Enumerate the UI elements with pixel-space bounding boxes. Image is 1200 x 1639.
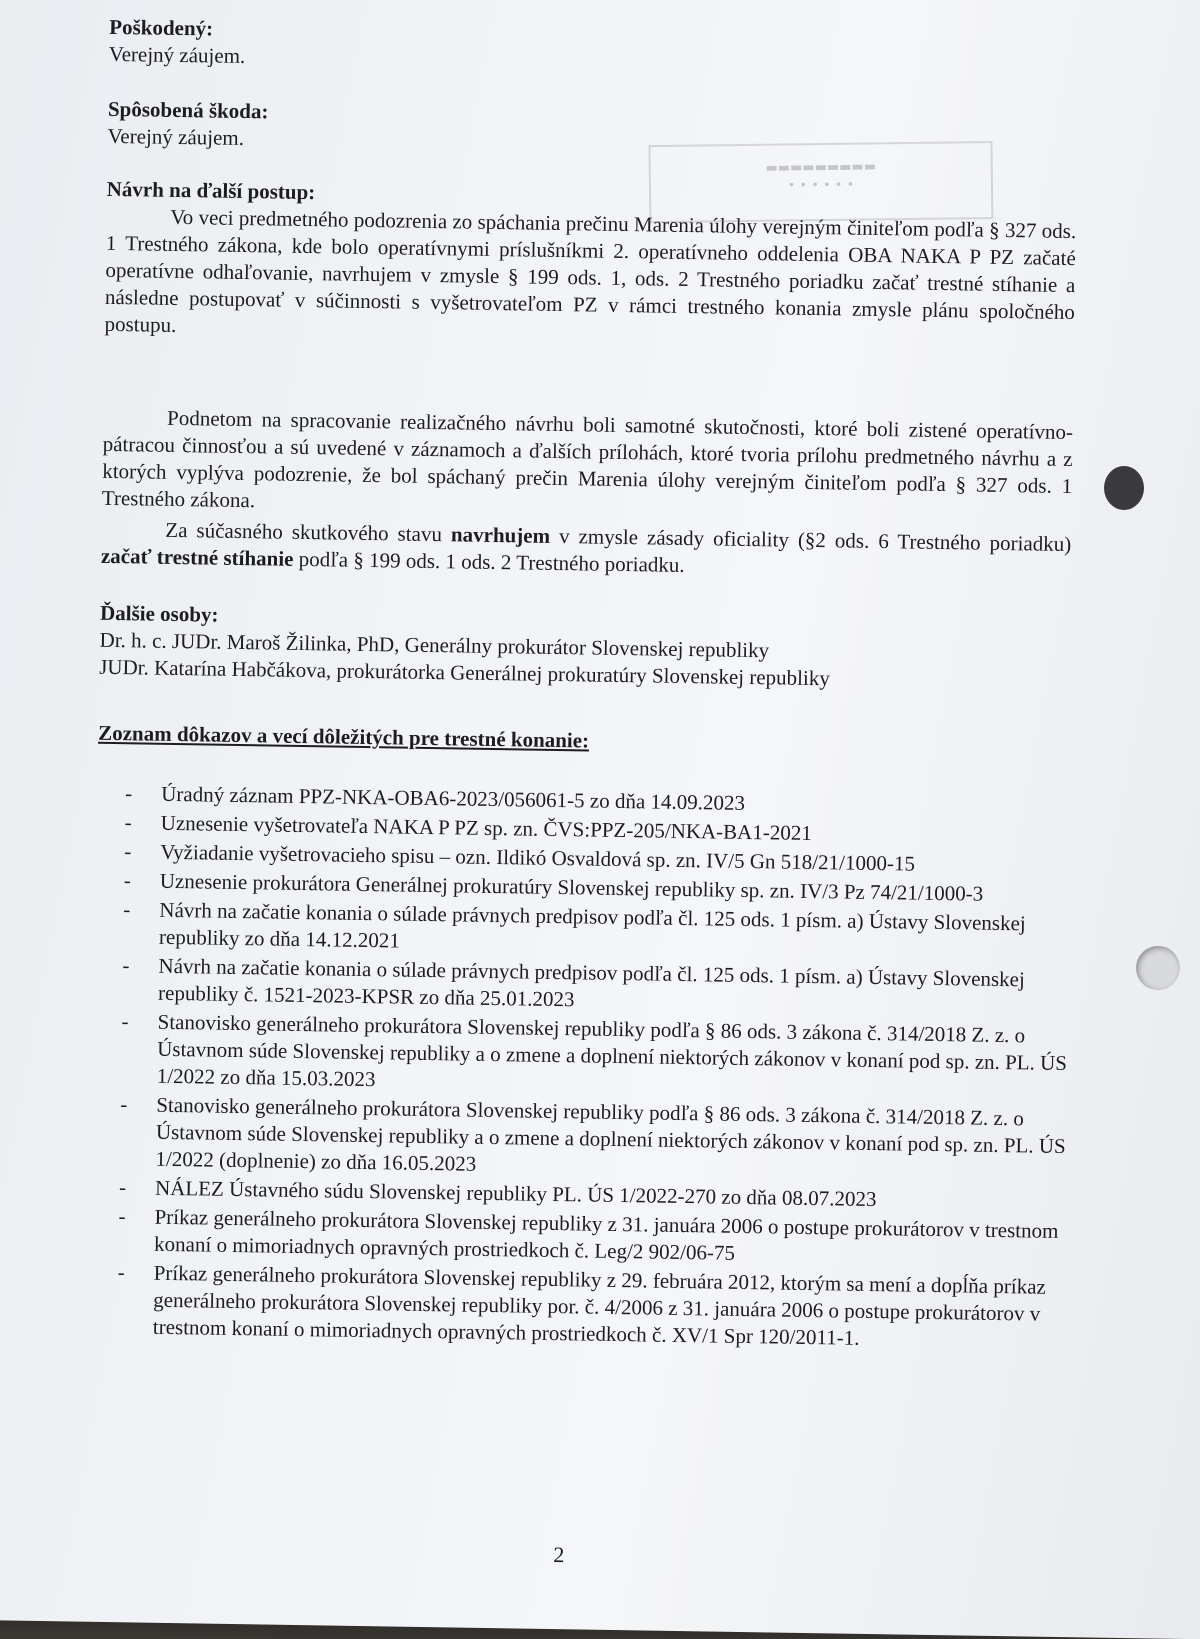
punch-hole-light	[1136, 946, 1180, 990]
poskodeny-value: Verejný záujem.	[108, 41, 246, 69]
p2-text-2: v zmysle zásady oficiality (§2 ods. 6 Trestného poriadku)	[549, 523, 1072, 557]
bullet-dash: -	[123, 897, 131, 922]
page-number: 2	[553, 1542, 565, 1568]
person-2: JUDr. Katarína Habčákova, prokurátorka Generálnej prokuratúry Slovenskej republiky	[99, 654, 831, 691]
punch-hole-dark	[1104, 466, 1144, 510]
list-item: - Návrh na začatie konania o súlade právnych predpisov podľa čl. 125 ods. 1 písm. a) Ústavy Slovenskej republiky zo dňa 14.12.2021	[123, 897, 1026, 953]
skoda-value: Verejný záujem.	[107, 123, 245, 151]
podnet-paragraph: Podnetom na spracovanie realizačného návrhu boli samotné skutočnosti, ktoré boli zistené operatívno-pátracou činnosťou a sú uvedené v záznamoch a ďalších prílohách, ktoré tvoria prílohu predmetného návrhu a z ktorých vyplýva podozrenie, že bol spáchaný prečin Marenia úlohy verejným činiteľom podľa § 327 ods. 1 Trestného zákona.	[101, 405, 1074, 513]
person-1: Dr. h. c. JUDr. Maroš Žilinka, PhD, Generálny prokurátor Slovenskej republiky	[99, 627, 770, 663]
list-item: - Príkaz generálneho prokurátora Slovenskej republiky z 29. februára 2012, ktorým sa mení a dopĺňa príkaz generálneho prokurátora Slovenskej republiky por. č. 4/2006 z 31. januára 2006 o postupe prokurátorov v trestnom konaní o mimoriadnych opravných prostriedkoch č. XV/1 Spr 120/2011-1.	[117, 1260, 1047, 1350]
navrh-heading: Návrh na ďalší postup:	[106, 176, 316, 205]
bullet-dash: -	[121, 1009, 129, 1034]
navrh-paragraph-2	[101, 516, 1072, 585]
poskodeny-section	[109, 14, 1080, 83]
p2-bold-zacat: začať trestné stíhanie	[100, 543, 294, 571]
zoznam-heading: Zoznam dôkazov a vecí dôležitých pre trestné konanie:	[98, 720, 590, 753]
skoda-heading: Spôsobená škoda:	[107, 96, 269, 124]
list-item: - Uznesenie prokurátora Generálnej prokuratúry Slovenskej republiky sp. zn. IV/3 Pz 74/21/1000-3	[123, 868, 984, 906]
dalsie-osoby-section	[99, 600, 1070, 696]
list-item: - Stanovisko generálneho prokurátora Slovenskej republiky podľa § 86 ods. 3 zákona č. 314/2018 Z. z. o Ústavnom súde Slovenskej republiky a o zmene a doplnení niektorých zákonov v konaní pod sp. zn. PL. ÚS 1/2022 (doplnenie) zo dňa 16.05.2023	[120, 1092, 1066, 1176]
list-item: - Návrh na začatie konania o súlade právnych predpisov podľa čl. 125 ods. 1 písm. a) Ústavy Slovenskej republiky č. 1521-2023-KPSR zo dňa 25.01.2023	[122, 953, 1026, 1012]
bullet-dash: -	[124, 839, 132, 864]
bullet-dash: -	[118, 1204, 126, 1229]
list-item: - Uznesenie vyšetrovateľa NAKA P PZ sp. zn. ČVS:PPZ-205/NKA-BA1-2021	[124, 810, 813, 846]
p2-bold-navrhujem: navrhujem	[450, 522, 551, 548]
bullet-dash: -	[117, 1260, 125, 1285]
list-item: - NÁLEZ Ústavného súdu Slovenskej republiky PL. ÚS 1/2022-270 zo dňa 08.07.2023	[118, 1175, 877, 1212]
evidence-list	[81, 780, 1080, 1357]
p2-text-1: Za súčasného skutkového stavu	[165, 517, 452, 547]
p2-text-3: podľa § 199 ods. 1 ods. 2 Trestného poriadku.	[293, 546, 685, 577]
bullet-dash: -	[124, 810, 132, 835]
bullet-dash: -	[123, 868, 132, 893]
list-item: - Vyžiadanie vyšetrovacieho spisu – ozn. Ildikó Osvaldová sp. zn. IV/5 Gn 518/21/1000-15	[124, 839, 916, 876]
bullet-dash: -	[120, 1092, 128, 1117]
bullet-dash: -	[118, 1175, 127, 1200]
list-item: - Úradný záznam PPZ-NKA-OBA6-2023/056061-5 zo dňa 14.09.2023	[125, 781, 746, 815]
list-item: - Príkaz generálneho prokurátora Slovenskej republiky z 31. januára 2006 o postupe prokurátorov v trestnom konaní o mimoriadnych opravných prostriedkoch č. Leg/2 902/06-75	[118, 1204, 1059, 1265]
navrh-paragraph: Vo veci predmetného podozrenia zo spáchania prečinu Marenia úlohy verejným činiteľom podľa § 327 ods. 1 Trestného zákona, kde bolo operatívnymi príslušníkmi 2. operatívneho oddelenia OBA NAKA P PZ začaté operatívne odhaľovanie, navrhujem v zmysle § 199 ods. 1, ods. 2 Trestného poriadku začať trestné stíhanie a následne postupovať v súčinnosti s vyšetrovateľom PZ v rámci trestného konania zmysle plánu spoločného postupu.	[104, 204, 1077, 337]
poskodeny-heading: Poškodený:	[109, 14, 214, 41]
bullet-dash: -	[122, 953, 130, 978]
list-item: - Stanovisko generálneho prokurátora Slovenskej republiky podľa § 86 ods. 3 zákona č. 314/2018 Z. z. o Ústavnom súde Slovenskej republiky a o zmene a doplnení niektorých zákonov v konaní pod sp. zn. PL. ÚS 1/2022 zo dňa 15.03.2023	[121, 1009, 1068, 1092]
dalsie-osoby-heading: Ďalšie osoby:	[99, 600, 219, 627]
podnet-section	[101, 404, 1073, 585]
bleed-through-stamp: ▬▬▬▬▬▬▬▬▬ • • • • • •	[648, 141, 993, 223]
bullet-dash: -	[125, 781, 133, 806]
zoznam-heading-block	[98, 720, 1068, 762]
